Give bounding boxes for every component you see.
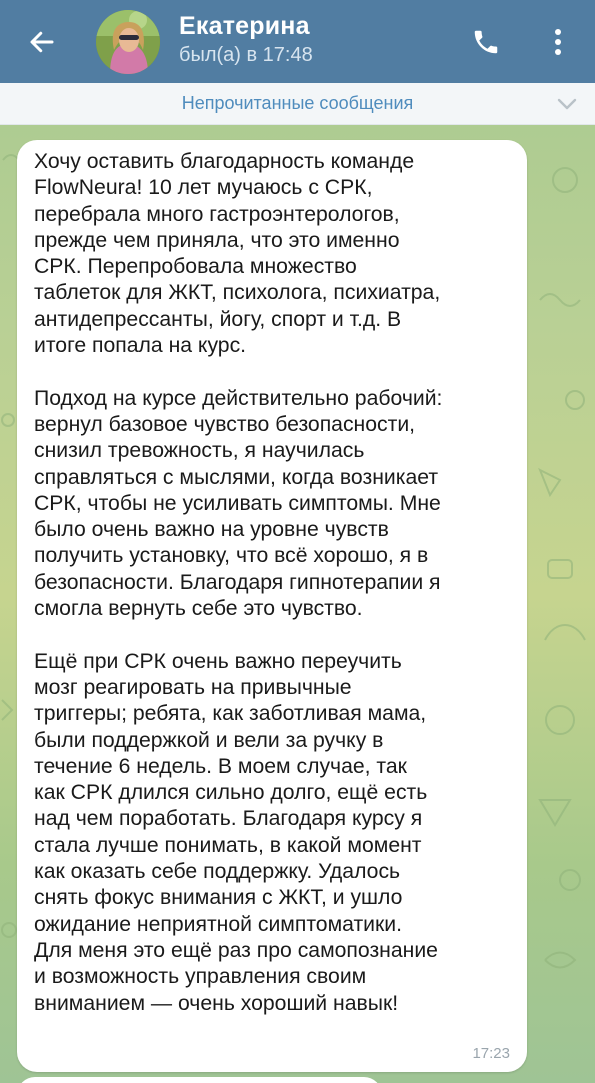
- chevron-down-icon[interactable]: [556, 95, 578, 113]
- unread-messages-label: Непрочитанные сообщения: [181, 93, 414, 113]
- call-button[interactable]: [464, 20, 508, 64]
- phone-icon: [471, 27, 501, 57]
- chat-header: [0, 0, 595, 83]
- contact-last-seen: был(а) в 17:48: [179, 44, 313, 66]
- more-options-button[interactable]: [538, 20, 578, 64]
- contact-name[interactable]: Екатерина: [179, 12, 310, 40]
- next-message-bubble[interactable]: [17, 1077, 382, 1083]
- unread-messages-bar[interactable]: [0, 83, 595, 125]
- message-bubble[interactable]: [17, 140, 527, 1072]
- message-text: Хочу оставить благодарность команде FlowNeura! 10 лет мучаюсь с СРК, перебрала много гастроэнтерологов, прежде чем приняла, что это именно СРК. Перепробовала множество таблеток для ЖКТ, психолога, психиатра, антидепрессанты, йогу, спорт и т.д. В итоге попала на курс. Подход на курсе действительно рабочий: вернул базовое чувство безопасности, снизил тревожность, я научилась справляться с мыслями, когда возникает СРК, чтобы не усиливать симптомы. Мне было очень важно на уровне чувств получить установку, что всё хорошо, я в безопасности. Благодаря гипнотерапии я смогла вернуть себе это чувство. Ещё при СРК очень важно переучить мозг реагировать на привычные триггеры; ребята, как заботливая мама, были поддержкой и вели за ручку в течение 6 недель. В моем случае, так как СРК длился сильно долго, ещё есть над чем поработать. Благодаря курсу я стала лучше понимать, в какой момент как оказать себе поддержку. Удалось снять фокус внимания с ЖКТ, и ушло ожидание неприятной симптоматики. Для меня это ещё раз про самопознание и возможность управления своим вниманием — очень хороший навык!: [34, 150, 443, 1015]
- back-button[interactable]: [20, 20, 64, 64]
- arrow-left-icon: [27, 27, 57, 57]
- avatar[interactable]: [96, 10, 160, 74]
- avatar-photo-icon: [96, 10, 160, 74]
- message-time: 17:23: [472, 1045, 510, 1062]
- more-vertical-icon: [553, 27, 563, 57]
